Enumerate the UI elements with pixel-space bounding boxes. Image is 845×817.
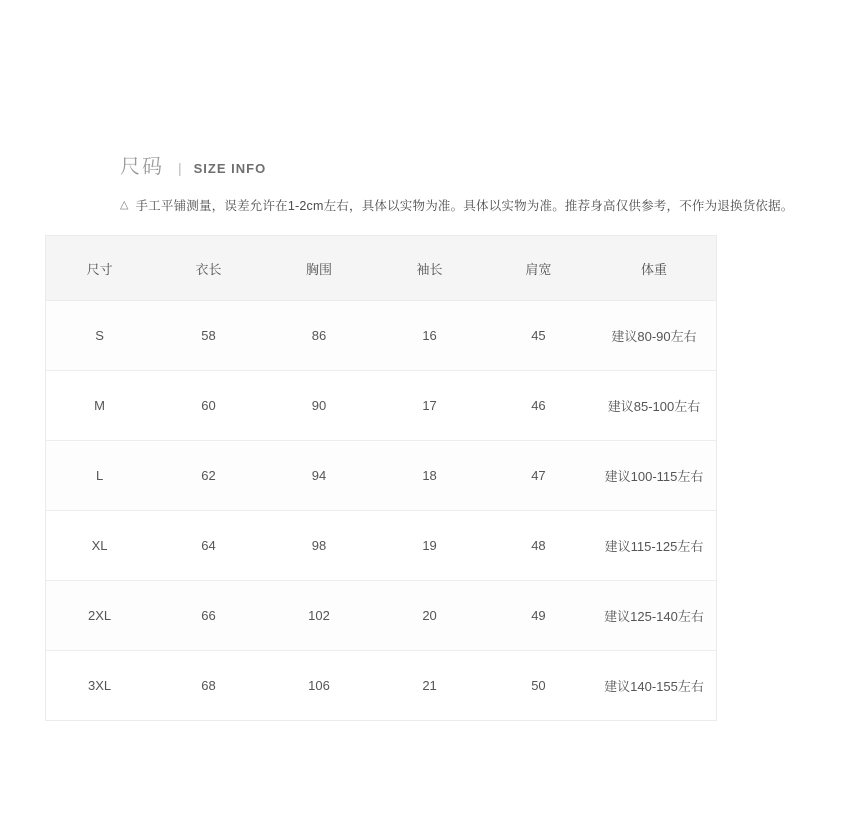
cell-length: 64 (153, 511, 264, 581)
section-title-en: SIZE INFO (193, 161, 267, 176)
cell-length: 58 (153, 301, 264, 371)
size-table-body (46, 301, 716, 721)
cell-length: 60 (153, 371, 264, 441)
column-header-bust: 胸围 (264, 236, 375, 301)
cell-shoulder: 47 (485, 441, 592, 511)
cell-shoulder: 45 (485, 301, 592, 371)
size-table (46, 236, 716, 720)
table-row (46, 581, 716, 651)
cell-size: L (46, 441, 153, 511)
cell-weight: 建议85-100左右 (592, 371, 716, 441)
measurement-note (45, 196, 845, 214)
cell-size: S (46, 301, 153, 371)
cell-sleeve: 17 (374, 371, 485, 441)
column-header-length: 衣长 (153, 236, 264, 301)
cell-sleeve: 16 (374, 301, 485, 371)
cell-shoulder: 48 (485, 511, 592, 581)
table-header-row (46, 236, 716, 301)
cell-size: M (46, 371, 153, 441)
size-table-head (46, 236, 716, 301)
warning-triangle-icon: △ (120, 198, 129, 211)
cell-size: XL (46, 511, 153, 581)
cell-sleeve: 20 (374, 581, 485, 651)
title-separator: | (178, 160, 182, 176)
table-row (46, 511, 716, 581)
cell-bust: 98 (264, 511, 375, 581)
cell-sleeve: 21 (374, 651, 485, 721)
cell-length: 68 (153, 651, 264, 721)
column-header-size: 尺寸 (46, 236, 153, 301)
cell-shoulder: 49 (485, 581, 592, 651)
cell-length: 66 (153, 581, 264, 651)
column-header-weight: 体重 (592, 236, 716, 301)
table-row (46, 371, 716, 441)
cell-weight: 建议115-125左右 (592, 511, 716, 581)
table-row (46, 651, 716, 721)
cell-bust: 90 (264, 371, 375, 441)
cell-shoulder: 50 (485, 651, 592, 721)
cell-shoulder: 46 (485, 371, 592, 441)
cell-sleeve: 18 (374, 441, 485, 511)
section-title (45, 150, 845, 184)
cell-sleeve: 19 (374, 511, 485, 581)
cell-bust: 86 (264, 301, 375, 371)
size-info-block (45, 150, 845, 721)
column-header-shoulder: 肩宽 (485, 236, 592, 301)
table-row (46, 441, 716, 511)
cell-length: 62 (153, 441, 264, 511)
cell-weight: 建议125-140左右 (592, 581, 716, 651)
cell-bust: 102 (264, 581, 375, 651)
section-title-cn: 尺码 (120, 156, 164, 178)
cell-bust: 106 (264, 651, 375, 721)
cell-bust: 94 (264, 441, 375, 511)
measurement-note-text: 手工平铺测量，误差允许在1-2cm左右，具体以实物为准。具体以实物为准。推荐身高仅供参考，不作为退换货依据。 (135, 199, 794, 213)
cell-size: 3XL (46, 651, 153, 721)
table-row (46, 301, 716, 371)
cell-size: 2XL (46, 581, 153, 651)
cell-weight: 建议140-155左右 (592, 651, 716, 721)
column-header-sleeve: 袖长 (374, 236, 485, 301)
cell-weight: 建议100-115左右 (592, 441, 716, 511)
size-table-wrapper (45, 235, 717, 721)
cell-weight: 建议80-90左右 (592, 301, 716, 371)
